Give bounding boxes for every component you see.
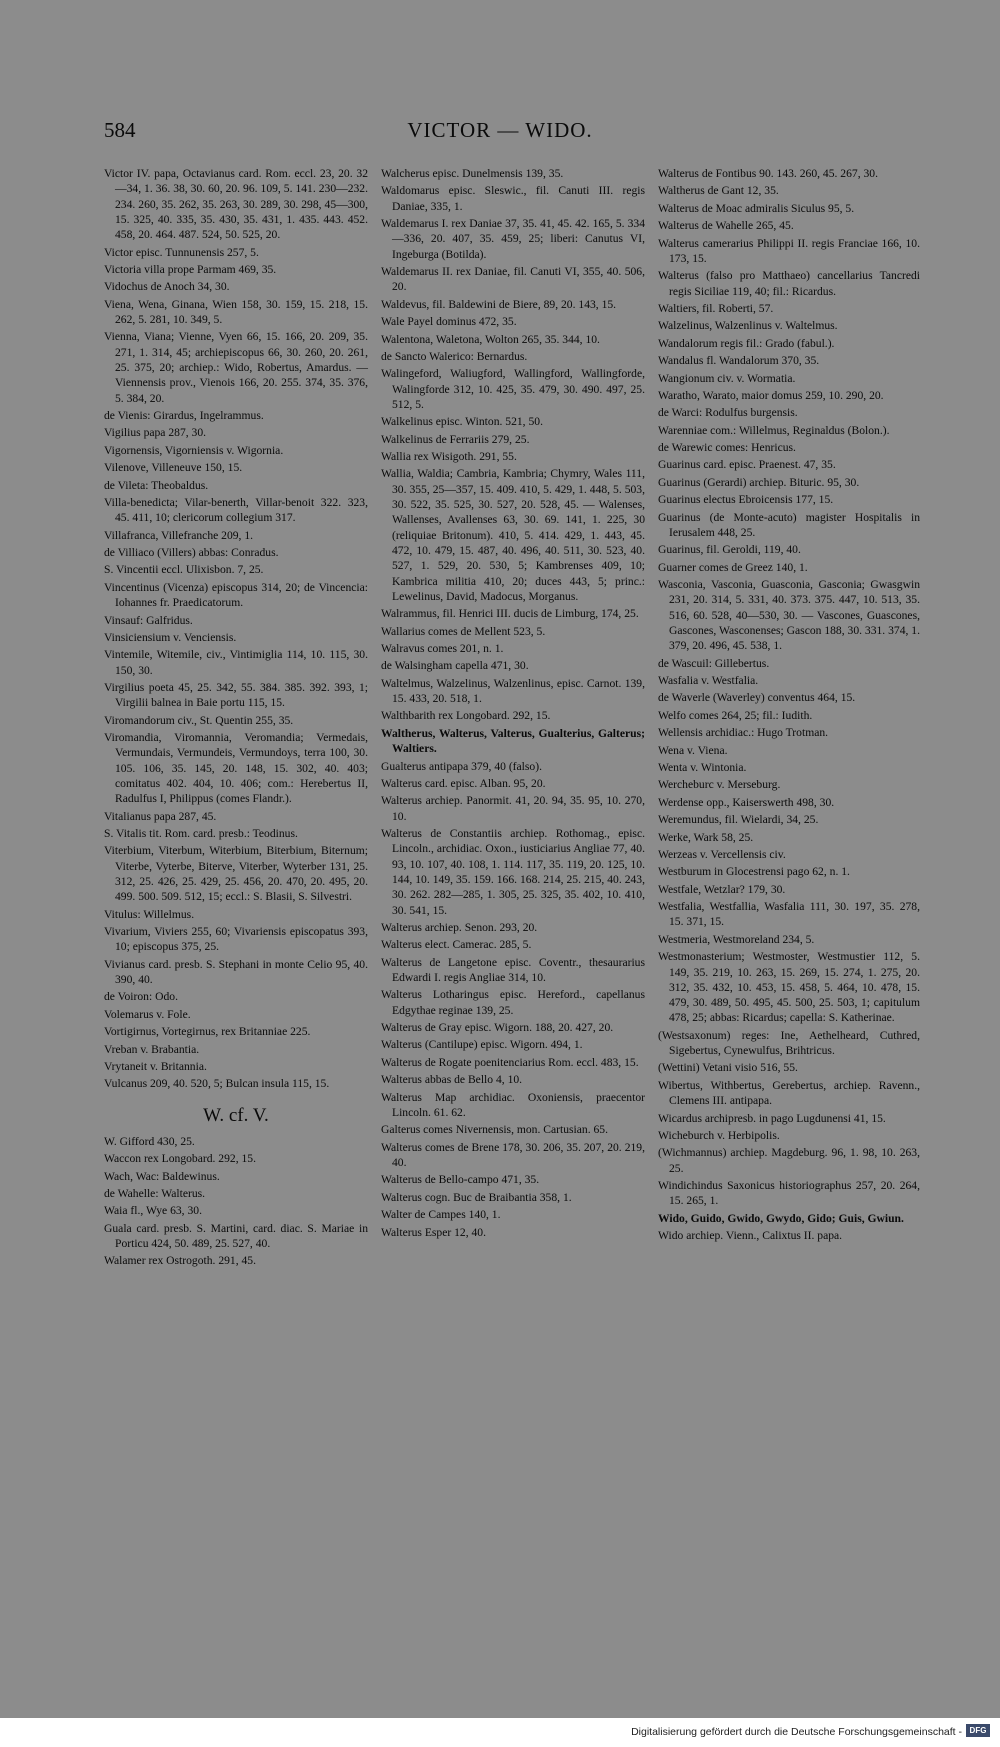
index-entry: Wallia rex Wisigoth. 291, 55. — [381, 450, 517, 464]
index-entry: Walentona, Waletona, Wolton 265, 35. 344, 10. — [381, 332, 600, 346]
index-entry: Waltiers, fil. Roberti, 57. — [658, 301, 774, 315]
index-entry: Villafranca, Villefranche 209, 1. — [104, 528, 254, 542]
footer-bar — [0, 1718, 1000, 1747]
index-entry: Walzelinus, Walzenlinus v. Waltelmus. — [658, 319, 838, 333]
index-entry: Werdense opp., Kaiserswerth 498, 30. — [658, 795, 835, 809]
index-entry: de Villiaco (Villers) abbas: Conradus. — [104, 546, 279, 560]
index-entry: Walrammus, fil. Henrici III. ducis de Limburg, 174, 25. — [381, 607, 639, 621]
index-entry: Victor episc. Tunnunensis 257, 5. — [104, 245, 259, 259]
index-entry: Walterus camerarius Philippi II. regis Franciae 166, 10. 173, 15. — [658, 236, 920, 265]
index-entry: Walterus Map archidiac. Oxoniensis, praecentor Lincoln. 61. 62. — [381, 1090, 645, 1119]
index-entry: Windichindus Saxonicus historiographus 257, 20. 264, 15. 265, 1. — [658, 1179, 920, 1208]
index-entry: Wasfalia v. Westfalia. — [658, 674, 759, 688]
index-entry: de Warewic comes: Henricus. — [658, 441, 796, 455]
index-entry: Guala card. presb. S. Martini, card. diac. S. Mariae in Porticu 424, 50. 489, 25. 527, 40. — [104, 1221, 368, 1250]
index-entry: Westfalia, Westfallia, Wasfalia 111, 30. 197, 35. 278, 15. 371, 15. — [658, 900, 920, 929]
index-entry: Walterus de Wahelle 265, 45. — [658, 219, 794, 233]
index-entry: Werke, Wark 58, 25. — [658, 830, 754, 844]
index-entry: Galterus comes Nivernensis, mon. Cartusian. 65. — [381, 1123, 609, 1137]
running-head: VICTOR — WIDO. — [407, 118, 593, 142]
index-entry: de Sancto Walerico: Bernardus. — [381, 349, 528, 363]
index-entry: Wach, Wac: Baldewinus. — [104, 1169, 220, 1183]
index-entry: Wena v. Viena. — [658, 743, 728, 757]
index-entry: Vivarium, Viviers 255, 60; Vivariensis episcopatus 393, 10; episcopus 375, 25. — [104, 925, 368, 954]
index-entry: de Walsingham capella 471, 30. — [381, 659, 529, 673]
index-entry: Wicardus archipresb. in pago Lugdunensi 41, 15. — [658, 1111, 886, 1125]
index-entry: de Warci: Rodulfus burgensis. — [658, 406, 798, 420]
index-entry: Waratho, Warato, maior domus 259, 10. 290, 20. — [658, 388, 884, 402]
index-entry: Walterus (Cantilupe) episc. Wigorn. 494, 1. — [381, 1038, 583, 1052]
index-column-1 — [104, 166, 368, 1271]
index-entry: Vinsiciensium v. Venciensis. — [104, 630, 237, 644]
index-entry: Walterus de Fontibus 90. 143. 260, 45. 267, 30. — [658, 167, 878, 180]
index-entry: Walterus de Rogate poenitenciarius Rom. eccl. 483, 15. — [381, 1055, 639, 1069]
index-entry: Wandalus fl. Wandalorum 370, 35. — [658, 354, 820, 368]
index-entry: Vreban v. Brabantia. — [104, 1042, 200, 1056]
index-entry: Waldomarus episc. Sleswic., fil. Canuti III. regis Daniae, 335, 1. — [381, 184, 645, 213]
index-entry: Westfale, Wetzlar? 179, 30. — [658, 882, 786, 896]
index-entry: Guarinus (Gerardi) archiep. Bituric. 95, 30. — [658, 475, 860, 489]
index-entry: Viterbium, Viterbum, Witerbium, Biterbium, Biternum; Viterbe, Vyterbe, Biterve, Viterber, Wyterber 131, 25. 312, 25. 426, 25. 429, 25. 456, 20. 470, 20. 495, 20. 499. 500. 509. 512, 15; eccl.: S. Blasii, S. Silvestri. — [104, 844, 368, 904]
index-entry: Walterus archiep. Panormit. 41, 20. 94, 35. 95, 10. 270, 10. — [381, 794, 645, 823]
index-entry: Warenniae com.: Willelmus, Reginaldus (Bolon.). — [658, 423, 890, 437]
index-entry: Vrytaneit v. Britannia. — [104, 1060, 207, 1074]
index-entry: Welfo comes 264, 25; fil.: Iudith. — [658, 708, 813, 722]
index-entry: Walterus Esper 12, 40. — [381, 1225, 486, 1239]
index-entry-group-heading: Wido, Guido, Gwido, Gwydo, Gido; Guis, Gwiun. — [658, 1211, 904, 1225]
index-entry: Vivianus card. presb. S. Stephani in monte Celio 95, 40. 390, 40. — [104, 957, 368, 987]
index-entry: de Vileta: Theobaldus. — [104, 478, 209, 492]
index-entry: Vulcanus 209, 40. 520, 5; Bulcan insula 115, 15. — [104, 1077, 330, 1091]
index-entry: Walravus comes 201, n. 1. — [381, 642, 504, 656]
index-entry: Walterus (falso pro Matthaeo) cancellarius Tancredi regis Siciliae 119, 40; fil.: Ricardus. — [658, 269, 920, 298]
index-entry: Walingeford, Waliugford, Wallingford, Wallingforde, Walingforde 312, 10. 425, 35. 479, 30. 490. 497, 25. 512, 5. — [381, 367, 645, 411]
index-entry: Victor IV. papa, Octavianus card. Rom. eccl. 23, 20. 32—34, 1. 36. 38, 30. 60, 20. 96. 109, 5. 141. 230—232. 234. 260, 35. 262, 35. 263, 30. 289, 30. 298, 45—300, 15. 325, 40. 335, 35. 430, 35. 431, 1. 435. 443. 452. 458, 20. 464. 487. 524, 50. 525, 20. — [104, 167, 368, 242]
index-entry: Walter de Campes 140, 1. — [381, 1208, 501, 1222]
index-entry: Walterus de Gray episc. Wigorn. 188, 20. 427, 20. — [381, 1021, 614, 1035]
index-entry: Walcherus episc. Dunelmensis 139, 35. — [381, 167, 564, 180]
index-entry: Vidochus de Anoch 34, 30. — [104, 280, 230, 294]
index-entry: Guarner comes de Greez 140, 1. — [658, 560, 808, 574]
dfg-logo: DFG — [966, 1724, 990, 1737]
index-entry: Walkelinus episc. Winton. 521, 50. — [381, 415, 543, 429]
footer-credit: Digitalisierung gefördert durch die Deutsche Forschungsgemeinschaft - — [631, 1726, 962, 1738]
index-column-2 — [381, 166, 645, 1242]
index-entry: Wasconia, Vasconia, Guasconia, Gasconia; Gwasgwin 231, 20. 314, 5. 331, 40. 373. 375. 447, 10. 513, 35. 516, 60. 528, 40—530, 30. — Vascones, Guascones, Gascones, Wasconenses; Gascon 188, 30. 331. 374, 1. 379, 20. 496, 45. 538, 1. — [658, 578, 920, 653]
index-entry: de Wahelle: Walterus. — [104, 1186, 206, 1200]
index-entry: Walterus de Moac admiralis Siculus 95, 5. — [658, 201, 855, 215]
index-entry: Walamer rex Ostrogoth. 291, 45. — [104, 1254, 257, 1268]
index-entry: Guarinus, fil. Geroldi, 119, 40. — [658, 543, 801, 557]
index-entry: (Wichmannus) archiep. Magdeburg. 96, 1. 98, 10. 263, 25. — [658, 1146, 920, 1175]
index-entry: Wercheburc v. Merseburg. — [658, 778, 781, 792]
index-entry: Vigilius papa 287, 30. — [104, 426, 207, 440]
index-entry: Guarinus card. episc. Praenest. 47, 35. — [658, 458, 836, 472]
index-entry: Walterus de Bello-campo 471, 35. — [381, 1173, 540, 1187]
index-entry: Wallia, Waldia; Cambria, Kambria; Chymry, Wales 111, 30. 355, 25—357, 15. 409. 410, 5. 429, 1. 448, 5. 503, 30. 522, 35. 525, 30. 527, 20. 528, 45. — Walenses, Wallenses, Avallenses 63, 30. 69. 141, 1. 225, 30 (reliquiae Britonum). 410, 5. 414. 429, 1. 443, 45. 472, 10. 479, 15. 487, 40. 496, 40. 511, 30. 523, 40. 527, 1. 529, 20. 530, 5; Kambrenses 409, 10; Kambrica militia 410, 20; duces 443, 5; princ.: Lewelinus, David, Madocus, Morganus. — [381, 467, 645, 603]
index-entry: W. Gifford 430, 25. — [104, 1134, 195, 1148]
index-entry: Wicheburch v. Herbipolis. — [658, 1128, 780, 1142]
index-entry: Vitulus: Willelmus. — [104, 907, 195, 921]
index-entry: Villa-benedicta; Vilar-benerth, Villar-benoit 322. 323, 45. 411, 10; clericorum collegium 317. — [104, 495, 368, 525]
index-entry-group-heading: Waltherus, Walterus, Valterus, Gualterius, Galterus; Waltiers. — [381, 726, 645, 756]
index-entry: Wale Payel dominus 472, 35. — [381, 315, 517, 329]
index-entry: Weremundus, fil. Wielardi, 34, 25. — [658, 813, 819, 827]
index-entry: Waia fl., Wye 63, 30. — [104, 1204, 202, 1218]
index-entry: Walthbarith rex Longobard. 292, 15. — [381, 709, 551, 723]
index-entry: Wibertus, Withbertus, Gerebertus, archiep. Ravenn., Clemens III. antipapa. — [658, 1078, 920, 1108]
index-entry: Wandalorum regis fil.: Grado (fabul.). — [658, 336, 835, 350]
index-entry: Wellensis archidiac.: Hugo Trotman. — [658, 726, 829, 740]
index-entry: Vienna, Viana; Vienne, Vyen 66, 15. 166, 20. 209, 35. 271, 1. 314, 45; archiepiscopus 66, 30. 260, 20. 261, 25. 375, 20; archiep.: Wido, Robertus, Amardus. — Viennensis prov., Vienois 166, 20. 255. 374, 35. 376, 5. 384, 20. — [104, 330, 368, 405]
index-entry: Vortigirnus, Vortegirnus, rex Britanniae 225. — [104, 1025, 311, 1039]
index-entry: Vilenove, Villeneuve 150, 15. — [104, 461, 243, 475]
index-entry: Waltelmus, Walzelinus, Walzenlinus, episc. Carnot. 139, 15. 433, 20. 518, 1. — [381, 676, 645, 706]
index-entry: Wangionum civ. v. Wormatia. — [658, 371, 796, 385]
index-entry: Wallarius comes de Mellent 523, 5. — [381, 624, 546, 638]
index-entry: Vigornensis, Vigorniensis v. Wigornia. — [104, 443, 284, 457]
index-entry: Walterus de Langetone episc. Coventr., thesaurarius Edwardi I. regis Angliae 314, 10. — [381, 955, 645, 984]
index-entry: S. Vitalis tit. Rom. card. presb.: Teodinus. — [104, 827, 298, 841]
index-entry: Virgilius poeta 45, 25. 342, 55. 384. 385. 392. 393, 1; Virgilii balnea in Baie portu 115, 15. — [104, 680, 368, 710]
index-entry: Waltherus de Gant 12, 35. — [658, 184, 779, 198]
page-number: 584 — [104, 118, 136, 142]
index-column-3 — [658, 166, 920, 1246]
index-entry: (Westsaxonum) reges: Ine, Aethelheard, Cuthred, Sigebertus, Cynewulfus, Brihtricus. — [658, 1028, 920, 1058]
index-entry: Werzeas v. Vercellensis civ. — [658, 847, 786, 861]
index-entry: Walterus de Constantiis archiep. Rothomag., episc. Lincoln., archidiac. Oxon., iusticiarius Angliae 77, 40. 93, 10. 107, 40. 108, 1. 114. 117, 35. 119, 20. 125, 10. 144, 10. 149, 35. 159. 166. 168. 214, 25. 215, 40. 243, 30. 262. 282—285, 1. 305, 25. 325, 35. 402, 10. 410, 30. 541, 15. — [381, 827, 645, 917]
index-entry: Waldemarus I. rex Daniae 37, 35. 41, 45. 42. 165, 5. 334—336, 20. 407, 35. 459, 25; liberi: Canutus VI, Ingeburga (Botilda). — [381, 217, 645, 261]
index-entry: Vitalianus papa 287, 45. — [104, 809, 217, 823]
index-entry: Waccon rex Longobard. 292, 15. — [104, 1152, 256, 1166]
index-entry: Walkelinus de Ferrariis 279, 25. — [381, 432, 530, 446]
index-entry: Victoria villa prope Parmam 469, 35. — [104, 262, 277, 276]
index-entry: Westburum in Glocestrensi pago 62, n. 1. — [658, 865, 850, 879]
index-entry: Viena, Wena, Ginana, Wien 158, 30. 159, 15. 218, 15. 262, 5. 281, 10. 349, 5. — [104, 297, 368, 327]
index-entry: de Wascuil: Gillebertus. — [658, 656, 770, 670]
index-entry: Waldemarus II. rex Daniae, fil. Canuti VI, 355, 40. 506, 20. — [381, 265, 645, 294]
index-entry: Wido archiep. Vienn., Calixtus II. papa. — [658, 1229, 843, 1243]
index-entry: Viromandorum civ., St. Quentin 255, 35. — [104, 713, 294, 727]
index-entry: Walterus archiep. Senon. 293, 20. — [381, 920, 538, 934]
index-entry: Walterus card. episc. Alban. 95, 20. — [381, 776, 546, 790]
index-entry: Walterus Lotharingus episc. Hereford., capellanus Edgythae reginae 139, 25. — [381, 988, 645, 1017]
section-heading: W. cf. V. — [203, 1104, 269, 1126]
index-entry: Vinsauf: Galfridus. — [104, 613, 193, 627]
index-entry: Gualterus antipapa 379, 40 (falso). — [381, 759, 542, 773]
index-entry: Guarinus electus Ebroicensis 177, 15. — [658, 493, 834, 507]
index-entry: de Vienis: Girardus, Ingelrammus. — [104, 409, 264, 423]
index-entry: Walterus abbas de Bello 4, 10. — [381, 1073, 523, 1087]
index-entry: Volemarus v. Fole. — [104, 1007, 191, 1021]
index-entry: Waldevus, fil. Baldewini de Biere, 89, 20. 143, 15. — [381, 297, 617, 311]
index-entry: Viromandia, Viromannia, Veromandia; Vermedais, Vermundais, Vermundeis, Vermundoys, terra 100, 30. 105. 106, 35. 145, 20. 148, 15. 302, 40. 403; comitatus 402. 404, 10. 406; com.: Herebertus II, Radulfus I, Philippus (comes Flandr.). — [104, 731, 368, 806]
index-entry: Westmonasterium; Westmoster, Westmustier 112, 5. 149, 35. 219, 10. 263, 15. 269, 15. 274, 1. 275, 20. 312, 35. 432, 10. 453, 15. 458, 5. 464, 10. 478, 15. 479, 30. 489, 50. 495, 45. 500, 25. 503, 1; capitulum 478, 25; abbas: Ricardus; capella: S. Katherinae. — [658, 950, 920, 1025]
index-entry: Walterus elect. Camerac. 285, 5. — [381, 938, 532, 952]
index-entry: Westmeria, Westmoreland 234, 5. — [658, 932, 815, 946]
index-entry: de Voiron: Odo. — [104, 990, 178, 1004]
index-entry: S. Vincentii eccl. Ulixisbon. 7, 25. — [104, 563, 264, 577]
index-entry: de Waverle (Waverley) conventus 464, 15. — [658, 691, 856, 705]
index-entry: Vincentinus (Vicenza) episcopus 314, 20; de Vincencia: Iohannes fr. Praedicatorum. — [104, 580, 368, 610]
index-entry: Wenta v. Wintonia. — [658, 761, 747, 775]
index-entry: Walterus comes de Brene 178, 30. 206, 35. 207, 20. 219, 40. — [381, 1140, 645, 1169]
index-entry: (Wettini) Vetani visio 516, 55. — [658, 1061, 798, 1075]
index-entry: Vintemile, Witemile, civ., Vintimiglia 114, 10. 115, 30. 150, 30. — [104, 648, 368, 677]
index-entry: Walterus cogn. Buc de Braibantia 358, 1. — [381, 1190, 572, 1204]
index-entry: Guarinus (de Monte-acuto) magister Hospitalis in Ierusalem 448, 25. — [658, 510, 920, 539]
